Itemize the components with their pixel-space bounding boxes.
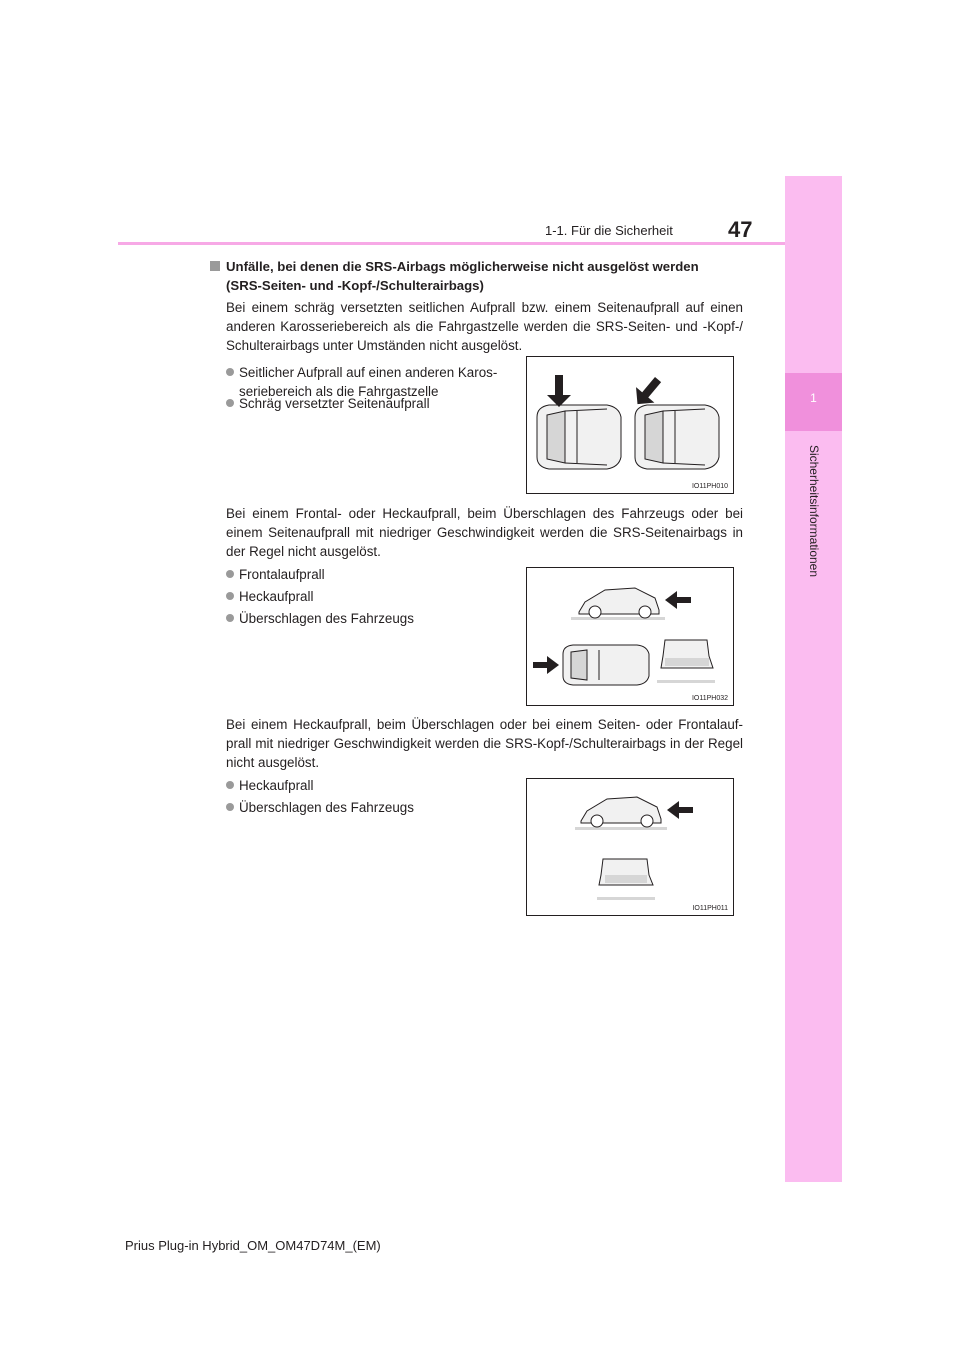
side-impact-illustration	[527, 357, 733, 493]
right-arrow-icon	[533, 656, 559, 674]
list-item-text: Seitlicher Aufprall auf einen anderen Karos-	[239, 365, 498, 380]
bullet-icon	[226, 803, 234, 811]
list-item-text: Überschlagen des Fahrzeugs	[239, 611, 414, 626]
section-heading-line1: Unfälle, bei denen die SRS-Airbags möglicherweise nicht ausgelöst werden	[226, 259, 699, 274]
bullet-icon	[226, 399, 234, 407]
car-overturned	[657, 640, 715, 683]
header-rule	[118, 242, 785, 245]
down-arrow-icon	[547, 375, 571, 407]
list-item	[226, 565, 506, 584]
figure-rear-rollover	[526, 778, 734, 916]
figure-front-rear-rollover	[526, 567, 734, 706]
car-side-view	[575, 797, 667, 830]
list-item-text: Heckaufprall	[239, 778, 314, 793]
list-item	[226, 394, 506, 413]
car-side-view	[571, 588, 665, 620]
footer-document-id: Prius Plug-in Hybrid_OM_OM47D74M_(EM)	[125, 1238, 381, 1253]
left-arrow-icon	[667, 801, 693, 819]
bullet-icon	[226, 592, 234, 600]
car-top-view-2	[635, 405, 719, 469]
figure-code: IO11PH011	[692, 905, 728, 912]
list-item	[226, 798, 506, 817]
chapter-tab-strip	[785, 176, 842, 1182]
square-bullet-icon	[210, 261, 220, 271]
rear-rollover-illustration	[527, 779, 733, 915]
list-item-text: Frontalaufprall	[239, 567, 325, 582]
bullet-icon	[226, 570, 234, 578]
list-item-text-cont: seriebereich als die Fahrgastzelle	[239, 384, 439, 399]
car-top-view	[563, 645, 649, 685]
figure-code: IO11PH032	[691, 695, 728, 702]
car-top-view-1	[537, 405, 621, 469]
figure-code: IO11PH010	[691, 483, 728, 490]
front-rear-rollover-illustration	[527, 568, 733, 705]
list-item-text: Überschlagen des Fahrzeugs	[239, 800, 414, 815]
car-overturned	[597, 859, 655, 900]
figure-side-impact	[526, 356, 734, 494]
bullet-icon	[226, 368, 234, 376]
chapter-label: Sicherheitsinformationen	[807, 444, 821, 578]
list-item-text: Heckaufprall	[239, 589, 314, 604]
paragraph-3: Bei einem Heckaufprall, beim Überschlagen oder bei einem Seiten- oder Frontalauf- prall mit niedriger Geschwindigkeit werden die SRS-Kopf-/Schulterairbags in der Regel nicht ausgelöst.	[226, 717, 743, 770]
list-item	[226, 776, 506, 795]
running-header-section: 1-1. Für die Sicherheit	[545, 223, 673, 238]
list-item-text: Schräg versetzter Seitenaufprall	[239, 396, 430, 411]
list-item	[226, 609, 506, 628]
bullet-icon	[226, 614, 234, 622]
paragraph-1: Bei einem schräg versetzten seitlichen Aufprall bzw. einem Seitenaufprall auf einen anderen Karosseriebereich als die Fahrgastzelle werden die SRS-Seiten- und -Kopf-/ Schulterairbags unter Umständen nicht ausgelöst.	[226, 300, 743, 353]
left-arrow-icon	[665, 591, 691, 609]
page-number: 47	[728, 217, 753, 242]
section-heading-line2: (SRS-Seiten- und -Kopf-/Schulterairbags)	[226, 278, 484, 293]
bullet-icon	[226, 781, 234, 789]
list-item	[226, 587, 506, 606]
section-heading	[210, 257, 750, 295]
paragraph-2: Bei einem Frontal- oder Heckaufprall, beim Überschlagen des Fahrzeugs oder bei einem Seitenaufprall mit niedriger Geschwindigkeit werden die SRS-Seitenairbags in der Regel nicht ausgelöst.	[226, 506, 743, 559]
chapter-number: 1	[810, 391, 817, 405]
